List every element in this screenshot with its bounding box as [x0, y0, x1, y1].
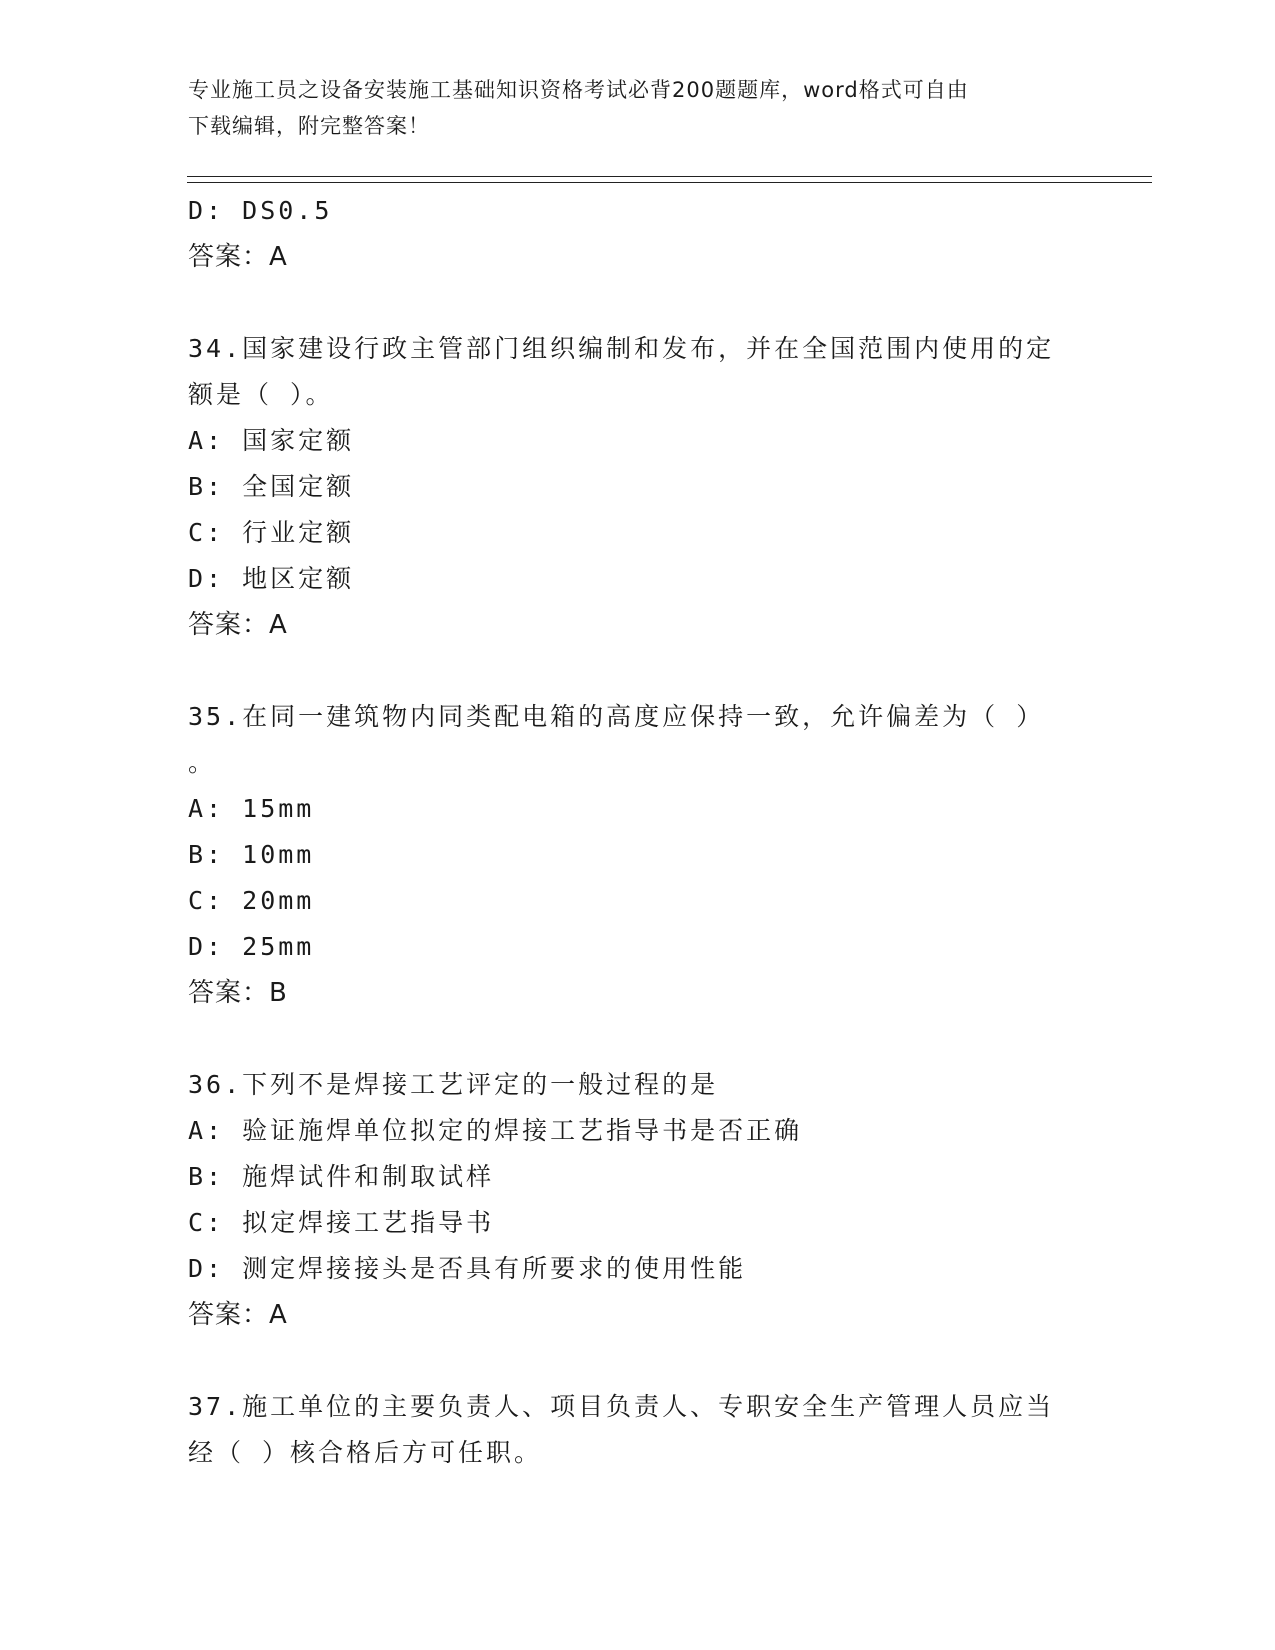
question-34-stem-line-1: 34.国家建设行政主管部门组织编制和发布，并在全国范围内使用的定: [188, 334, 1055, 363]
question-34: [188, 326, 1088, 648]
spacer: [188, 1338, 1088, 1384]
header-divider-bottom: [187, 182, 1152, 183]
question-36-option-a: A: 验证施焊单位拟定的焊接工艺指导书是否正确: [188, 1116, 803, 1145]
question-37-stem-line-2: 经（ ）核合格后方可任职。: [188, 1438, 543, 1467]
question-36-answer: 答案：A: [188, 1300, 288, 1330]
question-34-option-c: C: 行业定额: [188, 518, 355, 547]
header-title-line-1: 专业施工员之设备安装施工基础知识资格考试必背200题题库，word格式可自由: [188, 78, 969, 102]
question-37-stem-line-1: 37.施工单位的主要负责人、项目负责人、专职安全生产管理人员应当: [188, 1392, 1055, 1421]
question-36-option-d: D: 测定焊接接头是否具有所要求的使用性能: [188, 1254, 747, 1283]
spacer: [188, 1016, 1088, 1062]
question-36: [188, 1062, 1088, 1338]
question-35-stem-line-2: 。: [188, 748, 217, 777]
question-36-option-c: C: 拟定焊接工艺指导书: [188, 1208, 495, 1237]
document-header: [188, 72, 1088, 144]
question-35-option-b: B: 10mm: [188, 840, 315, 869]
question-34-option-b: B: 全国定额: [188, 472, 355, 501]
question-34-option-a: A: 国家定额: [188, 426, 355, 455]
question-35-answer: 答案：B: [188, 978, 288, 1008]
header-divider-top: [187, 176, 1152, 177]
spacer: [188, 280, 1088, 326]
question-34-stem-line-2: 额是（ ）。: [188, 380, 334, 409]
question-35-option-d: D: 25mm: [188, 932, 315, 961]
spacer: [188, 648, 1088, 694]
prev-question-option-d: D: DS0.5: [188, 196, 333, 225]
question-35-stem-line-1: 35.在同一建筑物内同类配电箱的高度应保持一致，允许偏差为（ ）: [188, 702, 1045, 731]
question-list: [188, 188, 1088, 1476]
question-34-option-d: D: 地区定额: [188, 564, 355, 593]
question-35-option-a: A: 15mm: [188, 794, 315, 823]
question-34-answer: 答案：A: [188, 610, 288, 640]
question-36-option-b: B: 施焊试件和制取试样: [188, 1162, 495, 1191]
header-title-line-2: 下载编辑，附完整答案！: [188, 114, 430, 138]
prev-question-answer: 答案：A: [188, 242, 288, 272]
question-36-stem-line-1: 36.下列不是焊接工艺评定的一般过程的是: [188, 1070, 719, 1099]
question-35: [188, 694, 1088, 1016]
question-37: [188, 1384, 1088, 1476]
question-35-option-c: C: 20mm: [188, 886, 315, 915]
